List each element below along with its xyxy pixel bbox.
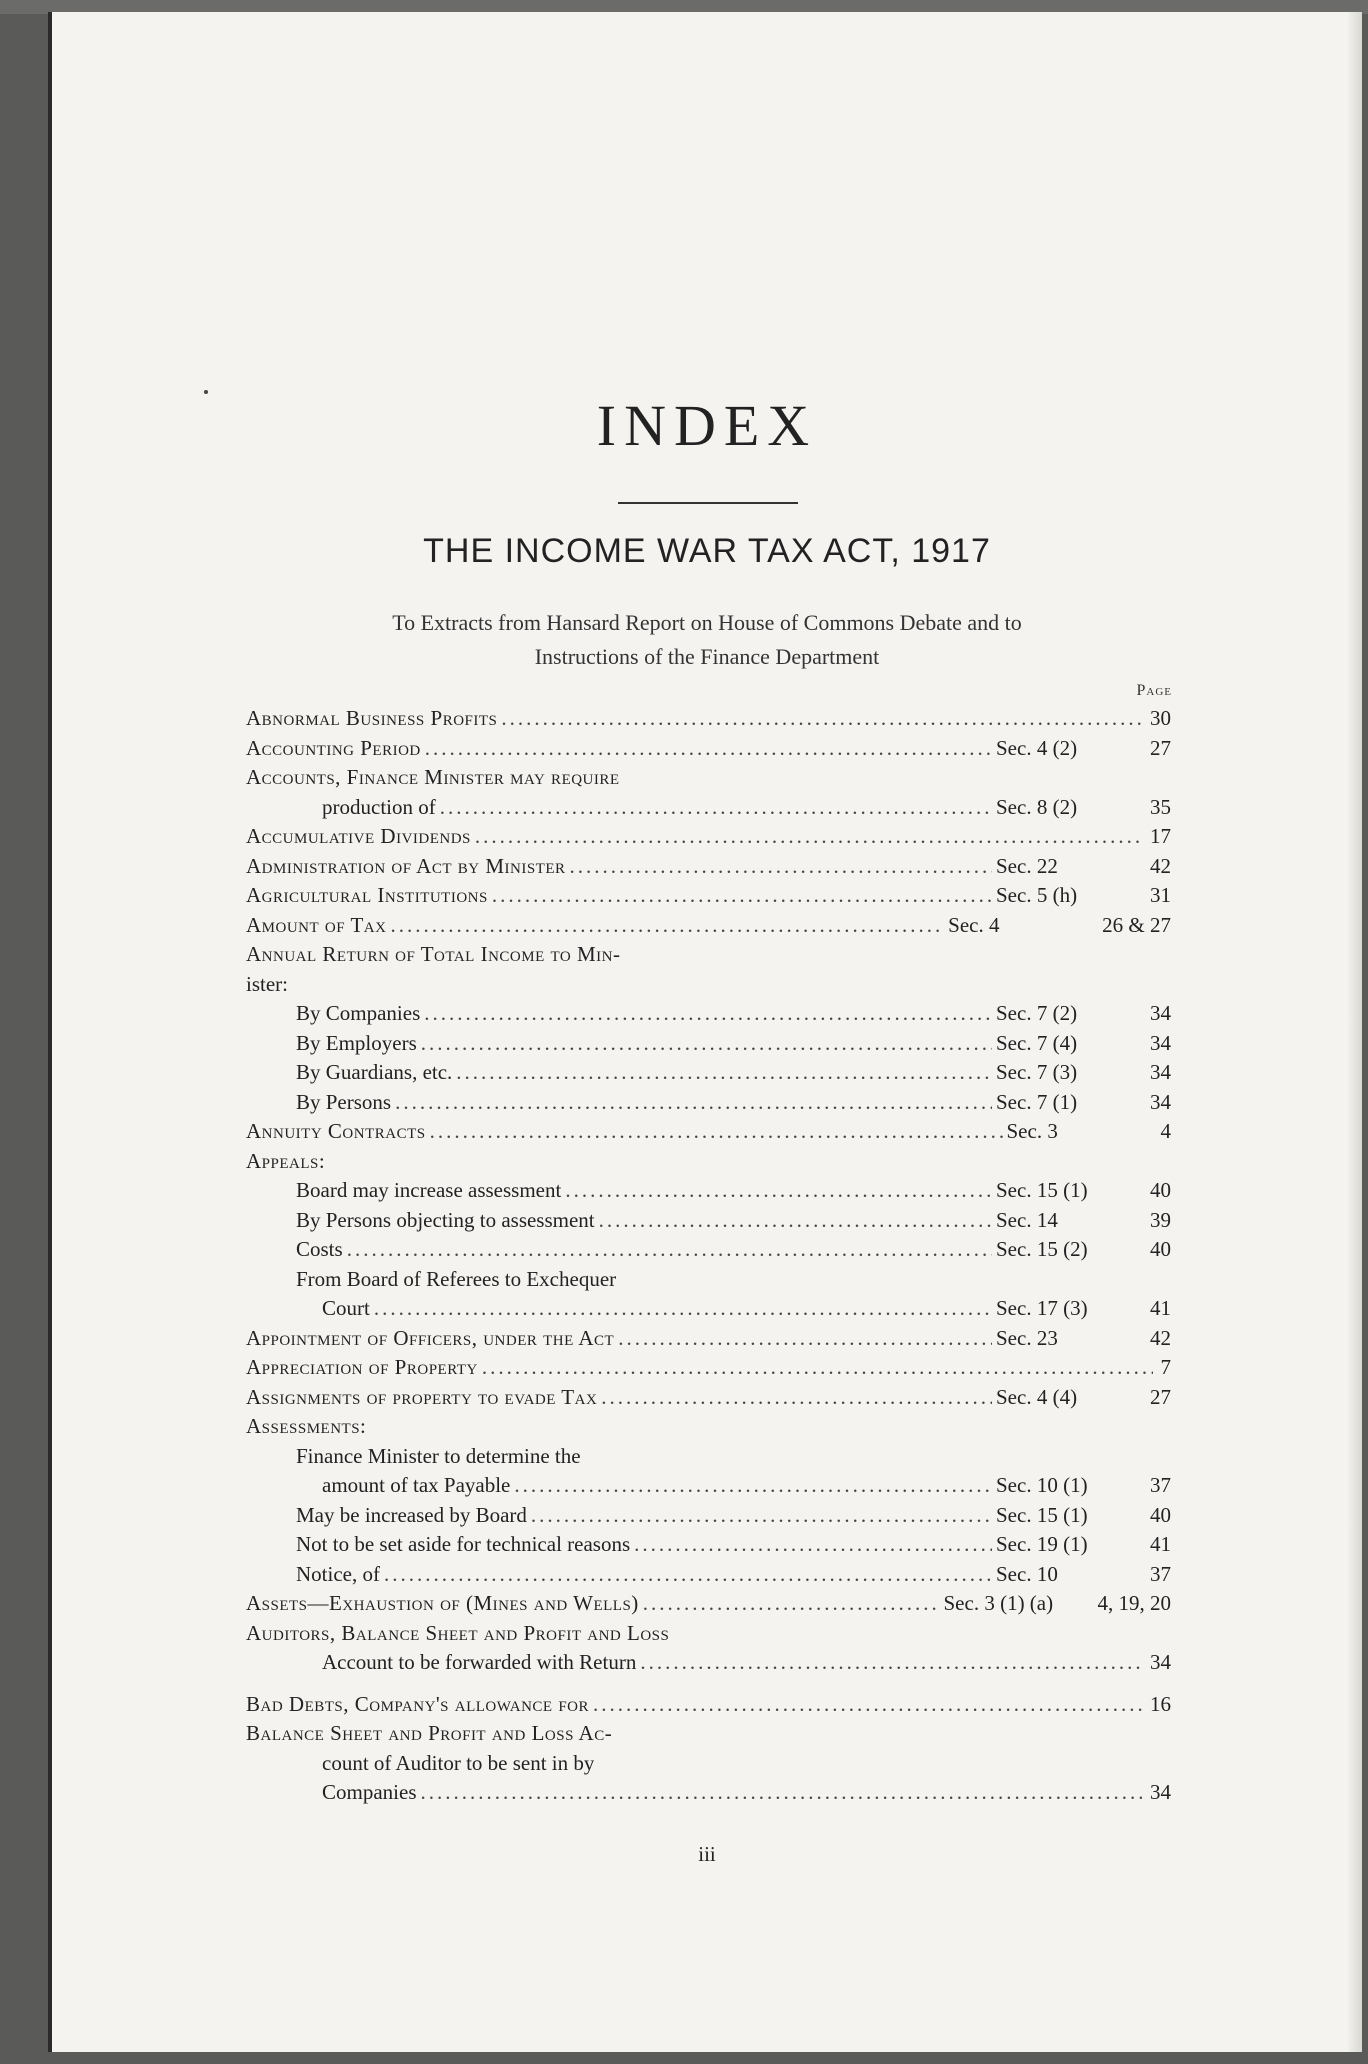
index-entry-section: Sec. 23 [996, 1325, 1058, 1350]
index-entry-page: 30 [1150, 706, 1171, 730]
index-entry-page: 35 [1150, 794, 1171, 819]
dot-leader [599, 1206, 992, 1236]
index-entry-section: Sec. 4 [948, 912, 1000, 937]
index-entry-label: By Employers [296, 1030, 417, 1055]
index-entry-label: Agricultural Institutions [246, 883, 488, 907]
index-entry-section: Sec. 4 (2) [996, 735, 1078, 760]
dot-leader [390, 911, 944, 941]
index-entry-section: Sec. 4 (4) [996, 1384, 1078, 1409]
dot-leader [430, 1117, 1003, 1147]
index-entry-label: Administration of Act by Minister [246, 853, 566, 878]
index-entry [246, 1117, 1171, 1147]
index-entry-page: 26 & 27 [1102, 912, 1171, 937]
index-entry-label: Appeals: [246, 1148, 326, 1173]
index-entry [246, 881, 1171, 911]
index-entry-page: 34 [1150, 1001, 1171, 1025]
index-entry-page: 42 [1150, 1325, 1171, 1350]
index-entry [246, 734, 1171, 764]
index-entry-page: 27 [1150, 735, 1171, 760]
dot-leader [374, 1294, 992, 1324]
index-entry-label: Companies [322, 1780, 417, 1804]
index-list [246, 704, 1171, 1808]
index-entry-label: Board may increase assessment [296, 1178, 562, 1202]
index-entry [246, 1530, 1171, 1560]
dot-leader [565, 1176, 992, 1206]
index-entry [246, 1147, 1171, 1177]
dot-leader [347, 1235, 992, 1265]
index-entry-section: Sec. 10 [996, 1561, 1058, 1586]
dot-leader [425, 734, 992, 764]
index-entry-label: count of Auditor to be sent in by [322, 1750, 595, 1775]
intro-line-2: Instructions of the Finance Department [534, 644, 880, 669]
index-entry [246, 1619, 1171, 1649]
index-entry-page: 40 [1150, 1237, 1171, 1261]
index-entry [246, 704, 1171, 734]
index-entry [246, 1442, 1171, 1472]
index-entry-page: 7 [1160, 1355, 1171, 1379]
index-entry [246, 1383, 1171, 1413]
index-entry-page: 34 [1150, 1780, 1171, 1804]
dot-leader [456, 1058, 992, 1088]
index-entry [246, 763, 1171, 793]
index-entry [246, 1058, 1171, 1088]
index-entry-section: Sec. 7 (3) [996, 1060, 1078, 1084]
index-entry-label: Appointment of Officers, under the Act [246, 1325, 615, 1350]
index-entry-page: 31 [1150, 883, 1171, 907]
index-entry-page: 34 [1150, 1060, 1171, 1084]
index-entry-section: Sec. 15 (1) [996, 1502, 1088, 1527]
intro-text [232, 606, 1182, 674]
index-entry-label: Not to be set aside for technical reasons [296, 1532, 631, 1556]
index-entry [246, 1029, 1171, 1059]
document-page [48, 12, 1362, 2052]
dot-leader [482, 1353, 1153, 1383]
index-entry-label: Balance Sheet and Profit and Loss Ac- [246, 1721, 613, 1745]
index-entry-page: 39 [1150, 1207, 1171, 1232]
dot-leader [475, 822, 1142, 852]
index-entry-section: Sec. 17 (3) [996, 1296, 1088, 1320]
index-entry-label: Accumulative Dividends [246, 824, 471, 848]
index-entry [246, 1353, 1171, 1383]
title-divider [618, 502, 798, 504]
index-entry-label: From Board of Referees to Exchequer [296, 1266, 617, 1291]
index-entry-label: Accounts, Finance Minister may require [246, 765, 620, 789]
index-entry [246, 1471, 1171, 1501]
dot-leader [643, 1589, 940, 1619]
page-edge-shadow [1348, 12, 1362, 2052]
index-entry [246, 1412, 1171, 1442]
index-entry-label: Assignments of property to evade Tax [246, 1384, 598, 1409]
index-entry-label: Costs [296, 1237, 343, 1261]
dot-leader [424, 999, 992, 1029]
index-entry-label: Abnormal Business Profits [246, 706, 498, 730]
index-entry-section: Sec. 5 (h) [996, 883, 1078, 907]
index-entry-section: Sec. 7 (1) [996, 1089, 1078, 1114]
dot-leader [421, 1029, 992, 1059]
index-entry-page: 42 [1150, 853, 1171, 878]
index-entry-label: Amount of Tax [246, 912, 387, 937]
index-entry [246, 999, 1171, 1029]
dot-leader [531, 1501, 992, 1531]
intro-line-1: To Extracts from Hansard Report on House of Commons Debate and to [392, 610, 1022, 635]
dot-leader [514, 1471, 992, 1501]
index-entry-label: By Guardians, etc. [296, 1060, 453, 1084]
index-entry-label: Accounting Period [246, 735, 421, 760]
index-entry-label: Court [322, 1296, 370, 1320]
index-entry-page: 34 [1150, 1650, 1171, 1674]
index-entry-label: Annuity Contracts [246, 1119, 426, 1143]
index-entry-page: 27 [1150, 1384, 1171, 1409]
index-entry-label: By Persons objecting to assessment [296, 1207, 595, 1232]
dot-leader [618, 1324, 992, 1354]
page-title: INDEX [596, 393, 818, 458]
index-entry [246, 1749, 1171, 1779]
dot-leader [570, 852, 992, 882]
index-entry-page: 17 [1150, 824, 1171, 848]
dot-leader [384, 1560, 992, 1590]
index-entry [246, 852, 1171, 882]
index-entry-label: Notice, of [296, 1561, 380, 1586]
index-entry [246, 1690, 1171, 1720]
index-entry [246, 1648, 1171, 1678]
index-entry-section: Sec. 7 (4) [996, 1030, 1078, 1055]
index-entry [246, 1176, 1171, 1206]
index-entry [246, 911, 1171, 941]
index-entry [246, 1235, 1171, 1265]
index-entry-page: 4 [1160, 1119, 1171, 1143]
index-entry-section: Sec. 3 [1006, 1119, 1058, 1143]
index-entry-section: Sec. 15 (1) [996, 1178, 1088, 1202]
index-entry-section: Sec. 8 (2) [996, 794, 1078, 819]
index-entry-label: Auditors, Balance Sheet and Profit and Loss [246, 1620, 670, 1645]
index-entry-section: Sec. 7 (2) [996, 1001, 1078, 1025]
index-entry [246, 822, 1171, 852]
dot-leader [593, 1690, 1142, 1720]
dot-leader [395, 1088, 992, 1118]
index-entry [246, 1560, 1171, 1590]
index-entry-label: Appreciation of Property [246, 1355, 478, 1379]
index-entry-page: 41 [1150, 1296, 1171, 1320]
dot-leader [640, 1648, 1142, 1678]
index-entry-label: Annual Return of Total Income to Min- [246, 942, 621, 966]
index-entry-label: Assessments: [246, 1414, 367, 1438]
dot-leader [501, 704, 1142, 734]
index-entry [246, 1589, 1171, 1619]
index-entry [246, 1778, 1171, 1808]
index-entry [246, 1206, 1171, 1236]
index-entry-section: Sec. 10 (1) [996, 1473, 1088, 1497]
index-entry-label: Account to be forwarded with Return [322, 1650, 637, 1674]
page-column-heading: Page [1136, 682, 1172, 699]
dot-leader [634, 1530, 992, 1560]
act-title: THE INCOME WAR TAX ACT, 1917 [423, 532, 991, 570]
dot-leader [601, 1383, 992, 1413]
index-entry [246, 1719, 1171, 1749]
index-entry-section: Sec. 15 (2) [996, 1237, 1088, 1261]
dot-leader [421, 1778, 1143, 1808]
index-entry [246, 1501, 1171, 1531]
index-entry-label: Finance Minister to determine the [296, 1443, 581, 1468]
index-entry [246, 793, 1171, 823]
index-entry-page: 41 [1150, 1532, 1171, 1556]
index-entry-page: 37 [1150, 1561, 1171, 1586]
dot-leader [440, 793, 992, 823]
index-entry-label: By Persons [296, 1089, 392, 1114]
index-entry [246, 1294, 1171, 1324]
index-entry-section: Sec. 14 [996, 1207, 1058, 1232]
index-entry-page: 40 [1150, 1178, 1171, 1202]
index-entry-label: production of [322, 794, 436, 819]
index-entry [246, 970, 1171, 1000]
index-entry [246, 1088, 1171, 1118]
index-entry [246, 940, 1171, 970]
index-entry-label: By Companies [296, 1001, 421, 1025]
index-entry-label: Bad Debts, Company's allowance for [246, 1691, 590, 1716]
index-entry-section: Sec. 22 [996, 853, 1058, 878]
page-number: iii [698, 1842, 716, 1866]
index-entry-page: 34 [1150, 1030, 1171, 1055]
index-entry-label: Assets—Exhaustion of (Mines and Wells) [246, 1591, 639, 1615]
index-entry-page: 40 [1150, 1502, 1171, 1527]
index-entry-label: May be increased by Board [296, 1502, 527, 1527]
index-entry [246, 1324, 1171, 1354]
index-entry-page: 34 [1150, 1089, 1171, 1114]
index-entry-label: ister: [246, 971, 288, 996]
index-entry-page: 4, 19, 20 [1097, 1591, 1171, 1615]
index-entry-page: 16 [1150, 1691, 1171, 1716]
index-entry-section: Sec. 19 (1) [996, 1532, 1088, 1556]
index-entry-page: 37 [1150, 1473, 1171, 1497]
index-entry-section: Sec. 3 (1) (a) [943, 1591, 1054, 1615]
index-entry [246, 1265, 1171, 1295]
index-entry-label: amount of tax Payable [322, 1473, 511, 1497]
dot-leader [492, 881, 992, 911]
